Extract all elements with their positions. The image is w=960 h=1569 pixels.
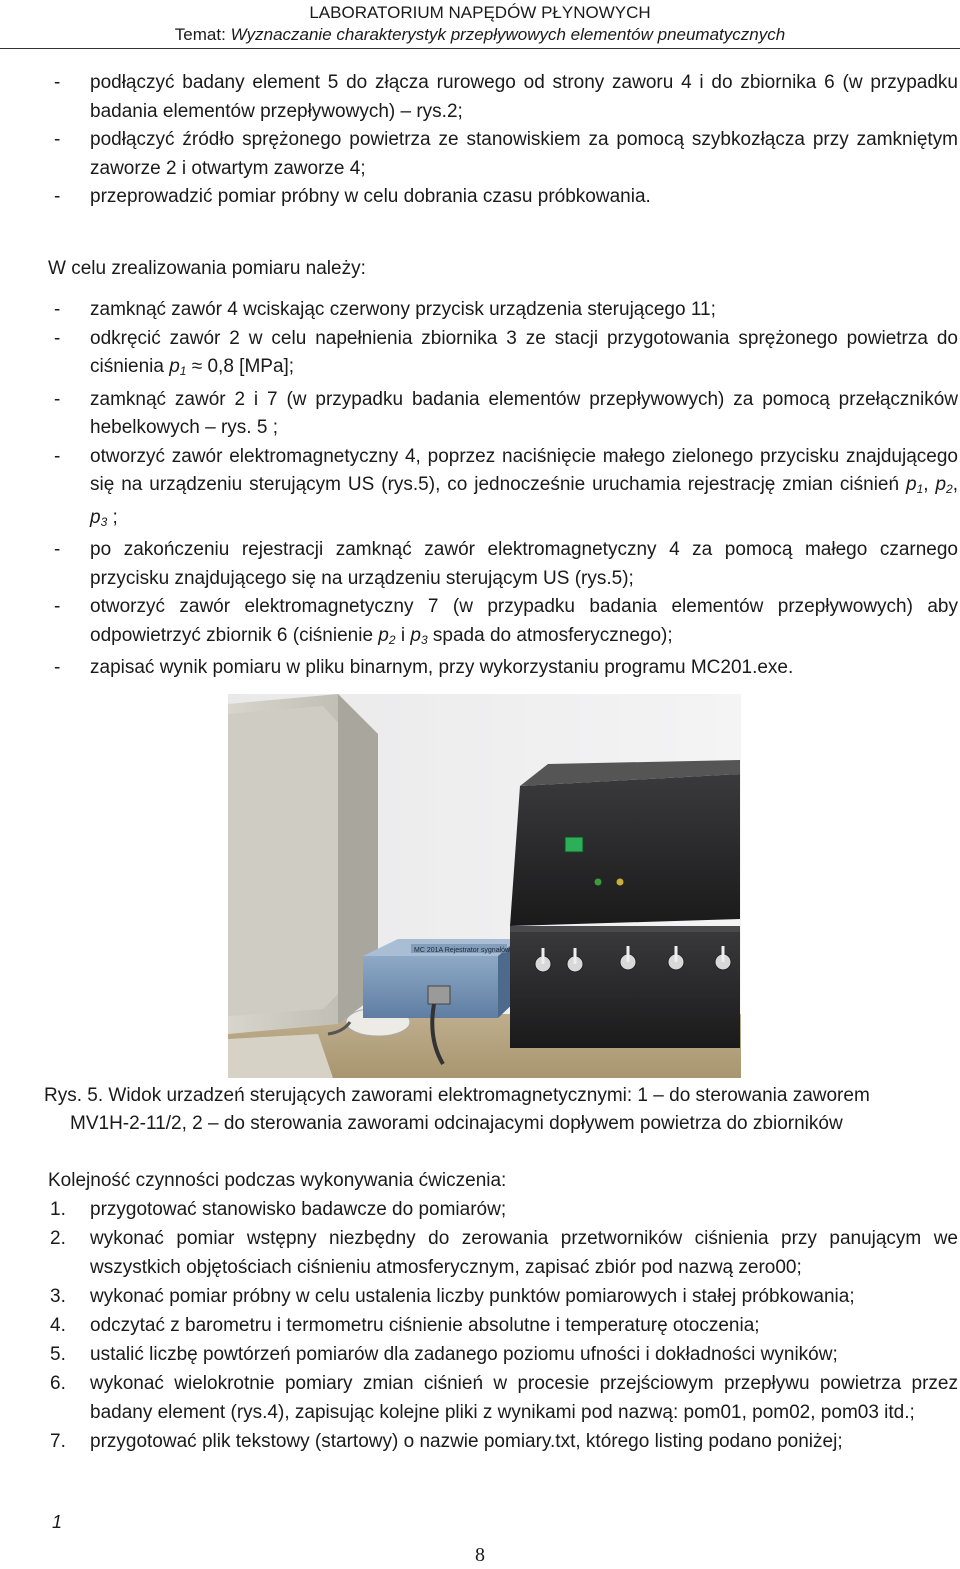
- photo-illustration: [228, 694, 741, 1078]
- list-item: 5. ustalić liczbę powtórzeń pomiarów dla zadanego poziomu ufności i dokładności wyników;: [50, 1344, 838, 1365]
- steps-title: Kolejność czynności podczas wykonywania ćwiczenia:: [48, 1170, 507, 1191]
- list-item: - podłączyć źródło sprężonego powietrza ze stanowiskiem za pomocą szybkozłącza przy zamkniętym zaworze 2 i otwartym zaworze 4;: [54, 129, 958, 179]
- header-topic-label: Temat:: [174, 25, 226, 44]
- header-rule: [0, 48, 960, 49]
- list-item: - odkręcić zawór 2 w celu napełnienia zbiornika 3 ze stacji przygotowania sprężonego powietrza do ciśnienia $p_1 \approx 0,8$ [MPa];: [54, 327, 958, 378]
- measurement-list: [48, 296, 958, 683]
- intro-paragraph: W celu zrealizowania pomiaru należy:: [48, 258, 366, 279]
- list-item: 4. odczytać z barometru i termometru ciśnienie absolutne i temperaturę otoczenia;: [50, 1315, 760, 1336]
- list-item: 6. wykonać wielokrotnie pomiary zmian ciśnień w procesie przejściowym przepływu powietrza przez badany element (rys.4), zapisując kolejne pliki z wynikami pod nazwą: pom01, pom02, pom03 itd.;: [50, 1373, 958, 1423]
- list-item: - zamknąć zawór 2 i 7 (w przypadku badania elementów przepływowych) za pomocą przełączników hebelkowych – rys. 5 ;: [54, 388, 958, 438]
- control-devices-photo: [228, 694, 741, 1078]
- footnote-number: 1: [52, 1512, 63, 1532]
- caption-line-1: Rys. 5. Widok urzadzeń sterujących zaworami elektromagnetycznymi: 1 – do sterowania zaworem: [44, 1085, 870, 1106]
- header-lab-name: LABORATORIUM NAPĘDÓW PŁYNOWYCH: [309, 3, 651, 22]
- list-item: 2. wykonać pomiar wstępny niezbędny do zerowania przetworników ciśnienia przy panującym we wszystkich objętościach ciśnieniu atmosferycznym, zapisać zbiór pod nazwą zero00;: [50, 1228, 958, 1278]
- list-item: - otworzyć zawór elektromagnetyczny 4, poprzez naciśnięcie małego zielonego przycisku znajdującego się na urządzeniu sterującym US (rys.5), co jednocześnie uruchamia rejestrację zmian ciśnień $p_1$, $p_2$, $p_3$ ;: [54, 445, 959, 529]
- caption-line-2: MV1H-2-11/2, 2 – do sterowania zaworami odcinajacymi dopływem powietrza do zbiorników: [70, 1113, 843, 1134]
- header-topic-title: Wyznaczanie charakterystyk przepływowych elementów pneumatycznych: [230, 25, 786, 44]
- list-item: 3. wykonać pomiar próbny w celu ustalenia liczby punktów pomiarowych i stałej próbkowania;: [50, 1286, 855, 1307]
- list-item: - przeprowadzić pomiar próbny w celu dobrania czasu próbkowania.: [54, 186, 651, 207]
- list-item: - zapisać wynik pomiaru w pliku binarnym, przy wykorzystaniu programu MC201.exe.: [54, 657, 794, 678]
- list-item: 7. przygotować plik tekstowy (startowy) o nazwie pomiary.txt, którego listing podano poniżej;: [50, 1431, 843, 1452]
- prep-list: [48, 69, 958, 212]
- list-item: - po zakończeniu rejestracji zamknąć zawór elektromagnetyczny 4 za pomocą małego czarnego przycisku znajdującego się na urządzeniu sterującym US (rys.5);: [54, 539, 958, 589]
- page-header: [0, 2, 960, 46]
- figure-caption: [44, 1082, 944, 1138]
- list-item: - podłączyć badany element 5 do złącza rurowego od strony zaworu 4 i do zbiornika 6 (w przypadku badania elementów przepływowych) – rys.2;: [54, 72, 958, 122]
- recorder-label: MC 201A Rejestrator sygnałów: [414, 947, 511, 954]
- header-topic: [0, 24, 960, 46]
- list-item: - zamknąć zawór 4 wciskając czerwony przycisk urządzenia sterującego 11;: [54, 299, 716, 320]
- list-item: 1. przygotować stanowisko badawcze do pomiarów;: [50, 1199, 507, 1220]
- list-item: - otworzyć zawór elektromagnetyczny 7 (w przypadku badania elementów przepływowych) aby odpowietrzyć zbiornik 6 (ciśnienie $p_2$ i $p_3$ spada do atmosferycznego);: [54, 596, 958, 647]
- steps-list: [48, 1195, 958, 1456]
- page-number: 8: [475, 1544, 485, 1566]
